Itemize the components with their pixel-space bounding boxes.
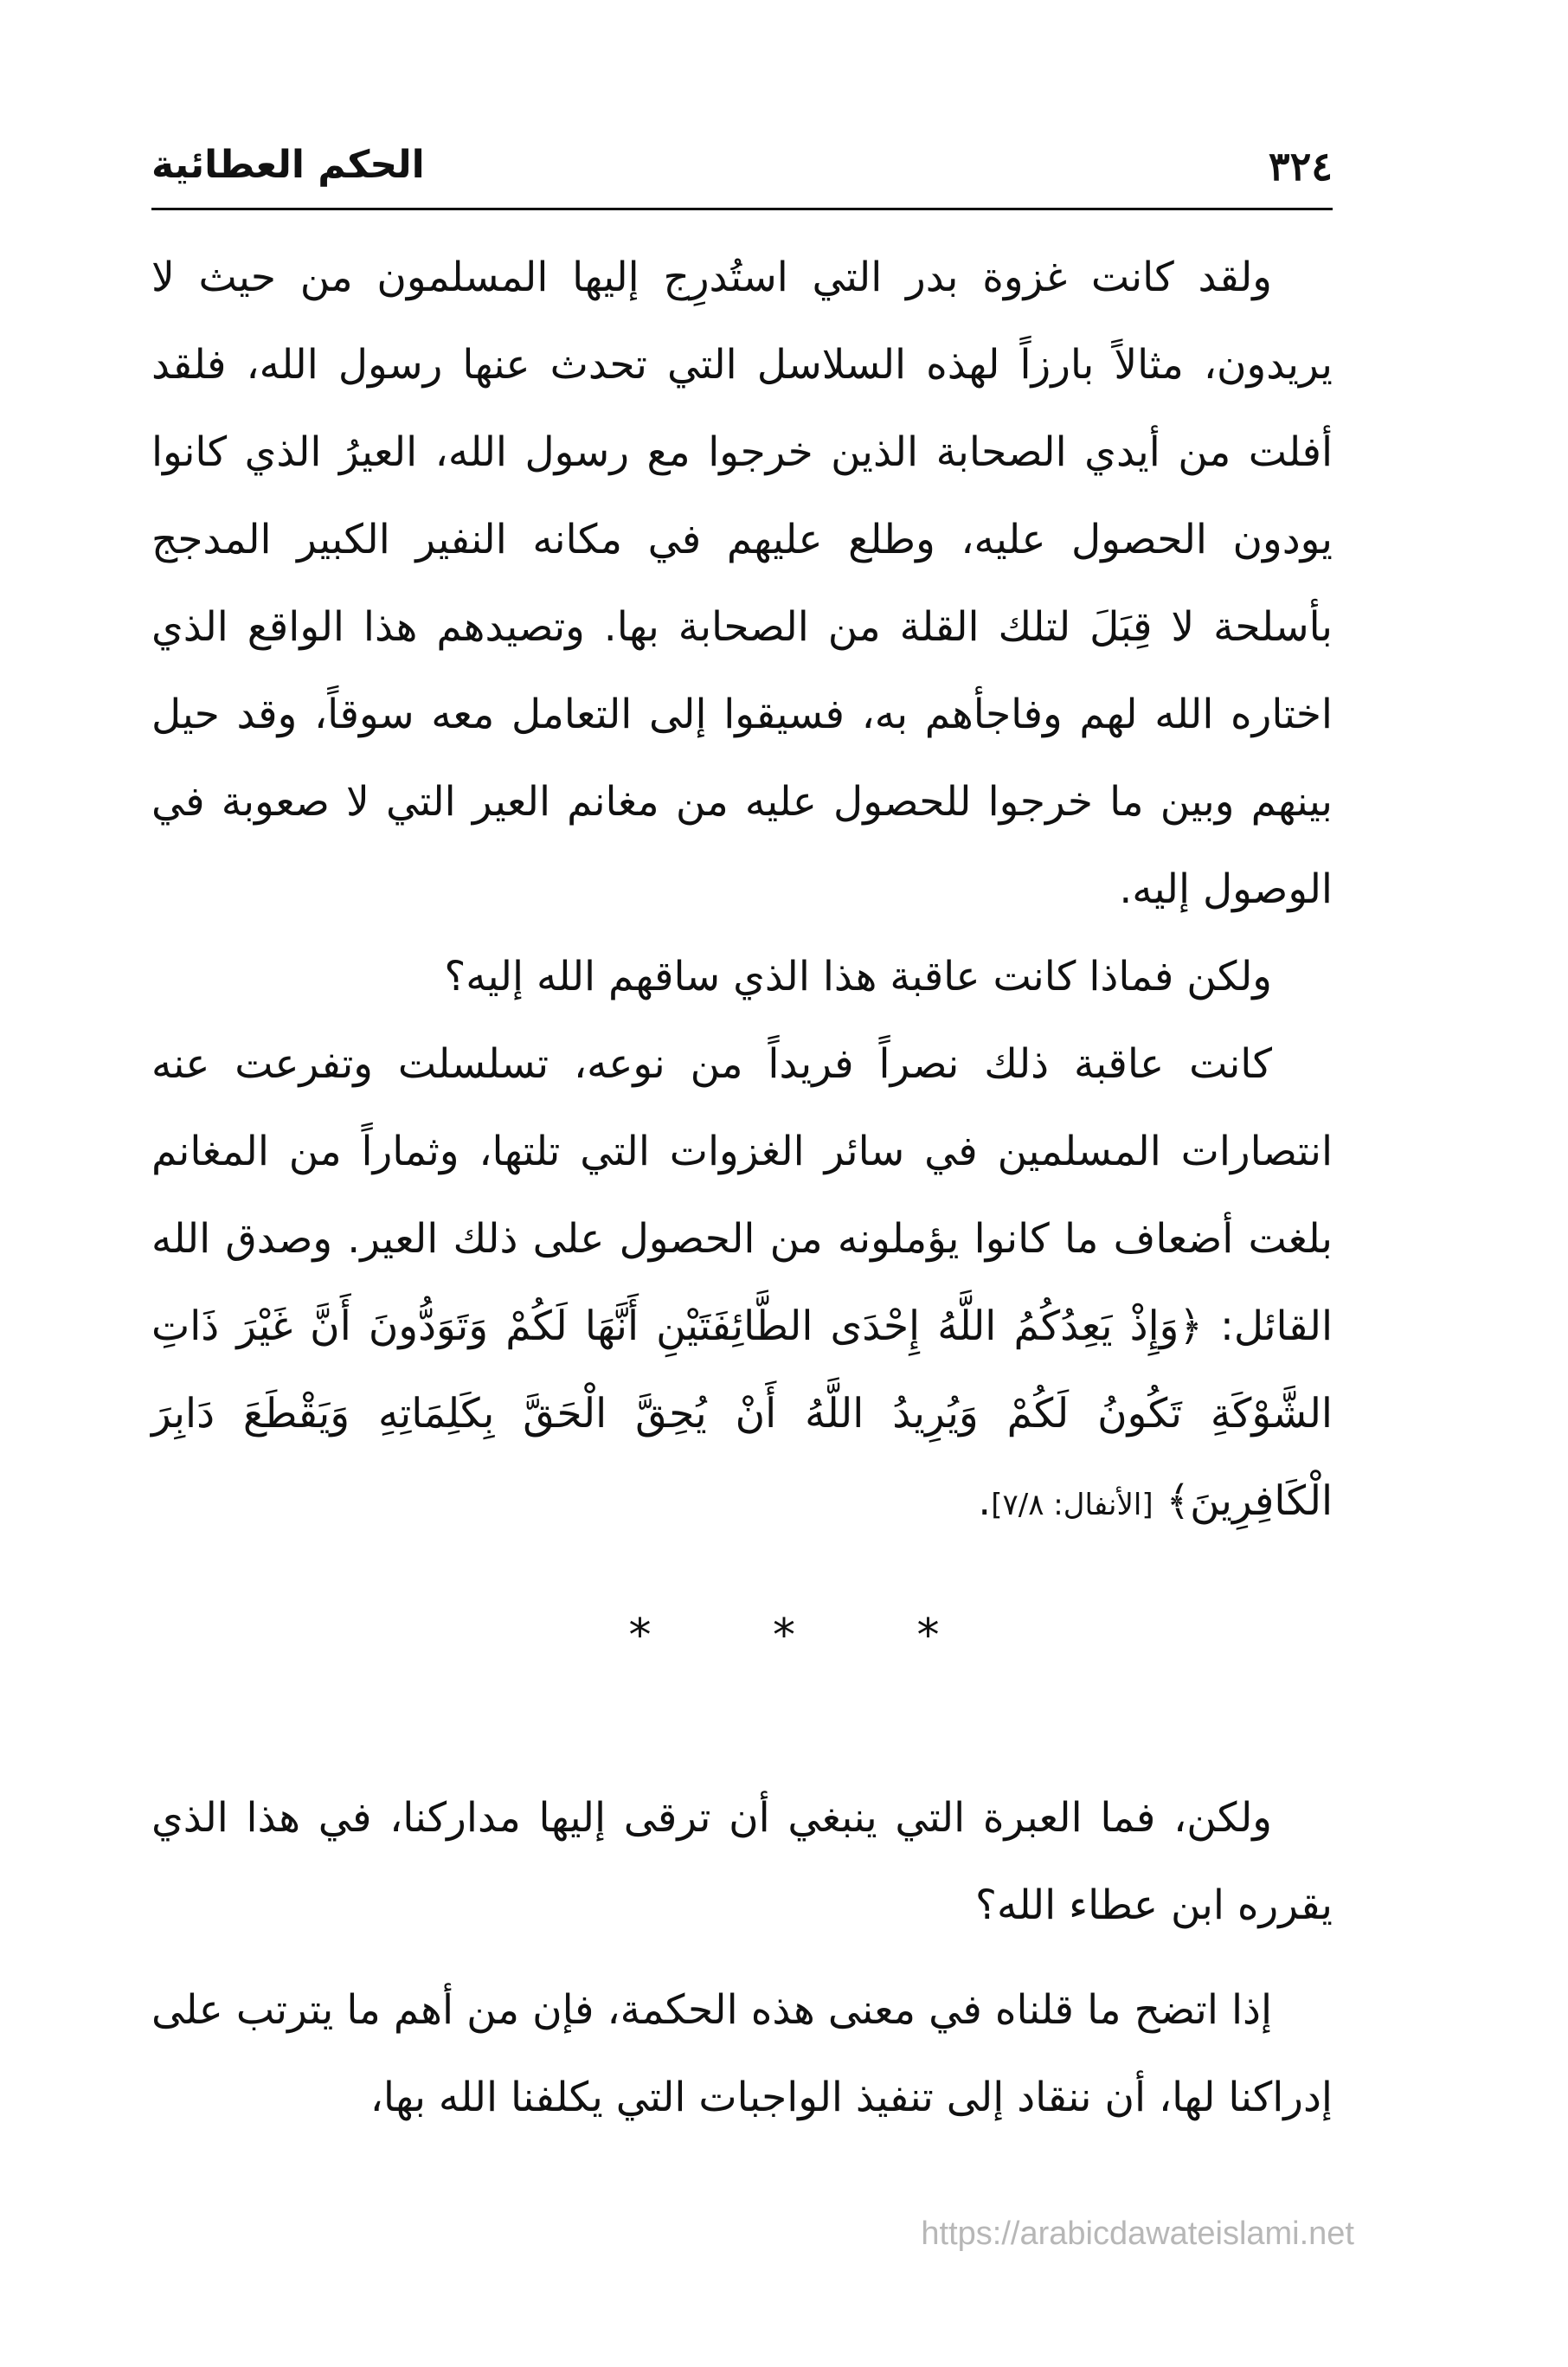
paragraph-consequence: إذا اتضح ما قلناه في معنى هذه الحكمة، فإن من أهم ما يترتب على إدراكنا لها، أن ننقاد إلى تنفيذ الواجبات التي يكلفنا الله بها، — [151, 1986, 1333, 2121]
separator-star: * — [773, 1610, 795, 1662]
quran-verse: ﴿وَإِذْ يَعِدُكُمُ اللَّهُ إِحْدَى الطَّائِفَتَيْنِ أَنَّهَا لَكُمْ وَتَوَدُّونَ أَنَّ غَيْرَ ذَاتِ الشَّوْكَةِ تَكُونُ لَكُمْ وَيُرِيدُ اللَّهُ أَنْ يُحِقَّ الْحَقَّ بِكَلِمَاتِهِ وَيَقْطَعَ دَابِرَ الْكَافِرِينَ﴾ — [151, 1302, 1333, 1525]
page-number: ٣٢٤ — [1268, 143, 1333, 190]
section-2 — [151, 1774, 1333, 2141]
paragraph-outcome — [151, 1020, 1333, 1549]
separator-star: * — [916, 1610, 940, 1662]
header-divider — [151, 208, 1333, 210]
verse-citation: [الأنفال: ٧/٨] — [991, 1488, 1154, 1522]
paragraph-outcome-text: كانت عاقبة ذلك نصراً فريداً من نوعه، تسلسلت وتفرعت عنه انتصارات المسلمين في سائر الغزوات التي تلتها، وثماراً من المغانم بلغت أضعاف ما كانوا يؤملونه من الحصول على ذلك العير. وصدق الله القائل: — [151, 1040, 1333, 1350]
paragraph-outcome-end: . — [978, 1477, 992, 1525]
paragraph-lesson: ولكن، فما العبرة التي ينبغي أن ترقى إليها مداركنا، في هذا الذي يقرره ابن عطاء الله؟ — [151, 1794, 1333, 1929]
source-watermark: https://arabicdawateislami.net — [921, 2216, 1354, 2252]
separator-star: * — [628, 1610, 652, 1662]
paragraph-badr: ولقد كانت غزوة بدر التي استُدرِج إليها المسلمون من حيث لا يريدون، مثالاً بارزاً لهذه السلاسل التي تحدث عنها رسول الله، فلقد أفلت من أيدي الصحابة الذين خرجوا مع رسول الله، العيرُ الذي كانوا يودون الحصول عليه، وطلع عليهم في مكانه النفير الكبير المدجج بأسلحة لا قِبَلَ لتلك القلة من الصحابة بها. وتصيدهم هذا الواقع الذي اختاره الله لهم وفاجأهم به، فسيقوا إلى التعامل معه سوقاً، وقد حيل بينهم وبين ما خرجوا للحصول عليه من مغانم العير التي لا صعوبة في الوصول إليه. — [151, 254, 1333, 913]
section-separator — [0, 1610, 1568, 1662]
page-header — [151, 143, 1333, 203]
running-title: الحكم العطائية — [151, 143, 425, 187]
section-1 — [151, 234, 1333, 1549]
paragraph-question: ولكن فماذا كانت عاقبة هذا الذي ساقهم الله إليه؟ — [444, 953, 1272, 1000]
